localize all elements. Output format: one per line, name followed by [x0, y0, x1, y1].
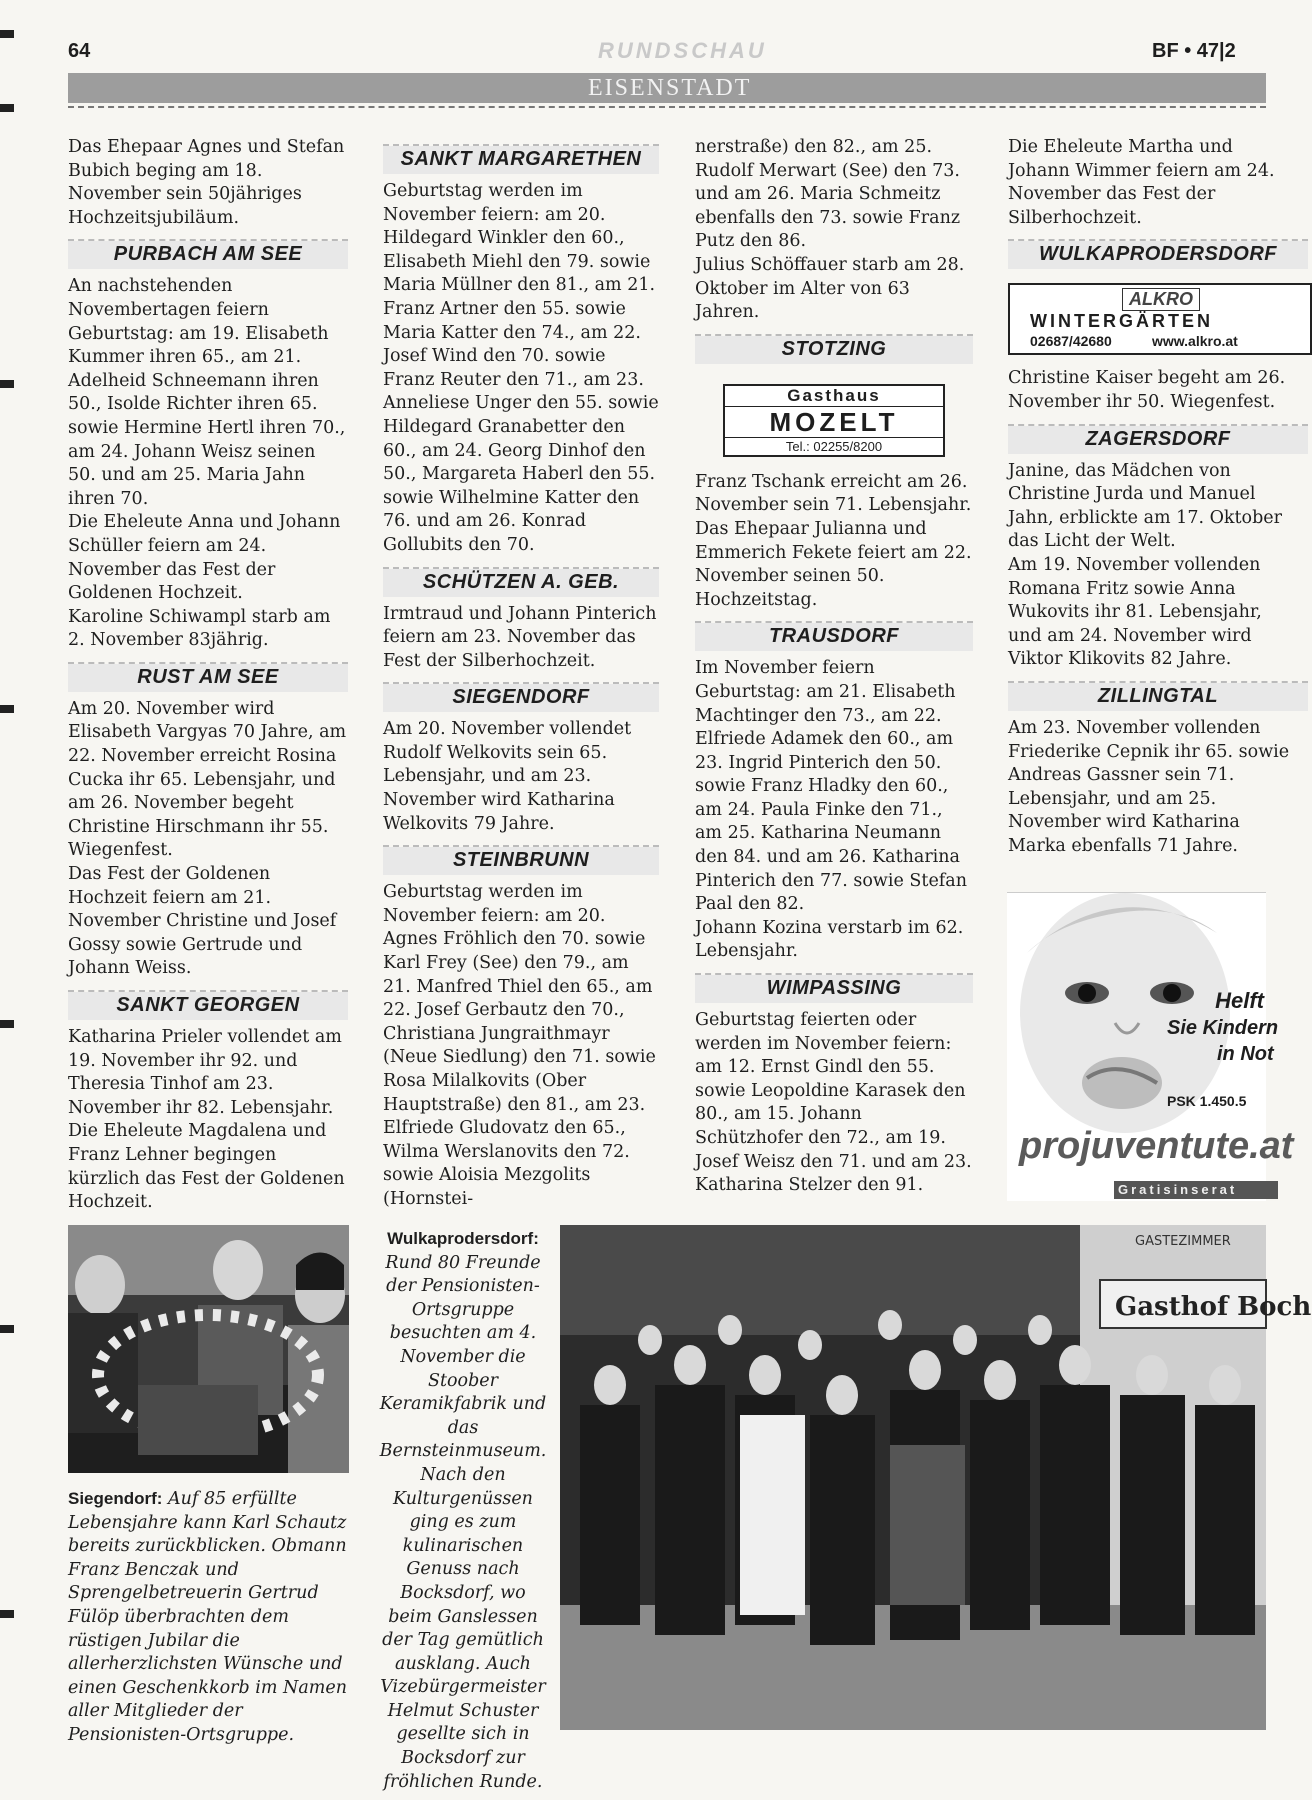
section-heading: WIMPASSING: [695, 973, 973, 1003]
siegendorf-photo: [68, 1225, 349, 1473]
article-text: Im November feiern Geburtstag: am 21. Elisabeth Machtinger den 73., am 22. Elfriede Adamek den 60., am 23. Ingrid Pinterich den 50. sowie Franz Hladky den 60., am 24. Paula Finke den 71., am 25. Katharina Neumann den 84. und am 26. Katharina Pinterich den 77. sowie Stefan Paal den 82.: [695, 658, 967, 915]
region-banner: [68, 73, 1266, 103]
article-text: Am 19. November vollenden Romana Fritz sowie Anna Wukovits ihr 81. Lebensjahr, und am 24. November wird Viktor Klikovits 82 Jahre.: [1008, 554, 1262, 670]
ad-slogan: in Not: [1217, 1043, 1274, 1065]
article-text: Die Eheleute Martha und Johann Wimmer feiern am 24. November das Fest der Silberhochzeit.: [1008, 137, 1275, 228]
column-4: [1008, 136, 1290, 881]
section-heading: STOTZING: [695, 334, 973, 364]
article-text: Christine Kaiser begeht am 26. November ihr 50. Wiegenfest.: [1008, 368, 1286, 412]
article-text: Am 20. November vollendet Rudolf Welkovits sein 65. Lebensjahr, und am 23. November wird Katharina Welkovits 79 Jahre.: [383, 719, 632, 834]
alkro-logo: ALKRO: [1122, 288, 1200, 311]
region-title: EISENSTADT: [588, 75, 752, 101]
article-text: Irmtraud und Johann Pinterich feiern am 23. November das Fest der Silberhochzeit.: [383, 603, 657, 671]
edge-mark: [0, 705, 14, 713]
issue-label: BF • 47|2: [1152, 40, 1236, 62]
edge-mark: [0, 104, 14, 112]
column-1: [68, 136, 348, 1215]
article-text: Julius Schöffauer starb am 28. Oktober im Alter von 63 Jahren.: [695, 254, 965, 323]
edge-mark: [0, 1020, 14, 1028]
article-text: Geburtstag werden im November feiern: am 20. Hildegard Winkler den 60., Elisabeth Miehl den 79. sowie Maria Müllner den 81., am 21. Franz Artner den 55. sowie Maria Katter den 74., am 22. Josef Wind den 70. sowie Franz Reuter den 71., am 23. Anneliese Unger den 55. sowie Hildegard Granabetter den 60., am 24. Georg Dinhof den 50., Margareta Haberl den 55. sowie Wilhelmine Katter den 76. und am 26. Konrad Gollubits den 70.: [383, 181, 659, 555]
edge-mark: [0, 380, 14, 388]
column-3: [695, 136, 973, 1198]
ad-phone: Tel.: 02255/8200: [785, 438, 883, 454]
ad-name: MOZELT: [725, 406, 943, 438]
section-heading: RUST AM SEE: [68, 662, 348, 692]
caption-place: Siegendorf:: [68, 1489, 163, 1508]
article-text: Das Ehepaar Agnes und Stefan Bubich beging am 18. November sein 50jähriges Hochzeitsjubiläum.: [68, 137, 345, 228]
section-heading: SCHÜTZEN A. GEB.: [383, 567, 659, 597]
wulkaprodersdorf-caption: [378, 1228, 548, 1794]
section-heading: SANKT MARGARETHEN: [383, 144, 659, 174]
projuventute-ad: [1007, 892, 1294, 1201]
article-text: Katharina Prieler vollendet am 19. November ihr 92. und Theresia Tinhof am 23. November ihr 82. Lebensjahr.: [68, 1027, 342, 1118]
article-text: Geburtstag werden im November feiern: am 20. Agnes Fröhlich den 70. sowie Karl Frey (See) den 79., am 21. Manfred Thiel den 65., am 22. Josef Gerbautz den 70., Christiana Jungraithmayr (Neue Siedlung) den 71. sowie Rosa Milalkovits (Ober Hauptstraße) den 81., am 23. Elfriede Gludovatz den 65., Wilma Werslanovits den 72. sowie Aloisia Mezgolits (Hornstei-: [383, 882, 656, 1209]
ad-url: www.alkro.at: [1152, 333, 1238, 350]
article-text: Das Ehepaar Julianna und Emmerich Fekete feiert am 22. November seinen 50. Hochzeitstag.: [695, 518, 972, 610]
projuventute-logo: projuventute.at: [1019, 1125, 1294, 1167]
ad-slogan: Helft: [1215, 988, 1264, 1013]
caption-text: Auf 85 erfüllte Lebensjahre kann Karl Schautz bereits zurückblicken. Obmann Franz Benczak und Sprengelbetreuerin Gertrud Fülöp überbrachten dem rüstigen Jubilar die allerherzlichsten Wünsche und einen Geschenkkorb im Namen aller Mitglieder der Pensionisten-Ortsgruppe.: [68, 1489, 348, 1745]
alkro-wintergaerten-ad: [1008, 283, 1312, 355]
ad-line: WINTERGÄRTEN: [1030, 311, 1213, 332]
siegendorf-caption: [68, 1488, 349, 1748]
article-text: Geburtstag feierten oder werden im November feiern: am 12. Ernst Gindl den 55. sowie Leopoldine Karasek den 80., am 15. Johann Schützhofer den 72., am 19. Josef Weisz den 71. und am 23. Katharina Stelzer den 91.: [695, 1010, 972, 1196]
caption-place: Wulkaprodersdorf:: [387, 1229, 539, 1248]
ad-line: Gasthaus: [787, 385, 881, 405]
article-text: Die Eheleute Anna und Johann Schüller feiern am 24. November das Fest der Goldenen Hochzeit.: [68, 512, 341, 604]
ad-strip: Gratisinserat: [1114, 1181, 1278, 1199]
article-text: Die Eheleute Magdalena und Franz Lehner begingen kürzlich das Fest der Goldenen Hochzeit.: [68, 1121, 345, 1213]
article-text: nerstraße) den 82., am 25. Rudolf Merwart (See) den 73. und am 26. Maria Schmeitz ebenfalls den 73. sowie Franz Putz den 86.: [695, 137, 961, 252]
column-2: [383, 136, 659, 1212]
section-heading: SIEGENDORF: [383, 682, 659, 712]
sign-gastezimmer: GASTEZIMMER: [1135, 1234, 1231, 1249]
caption-text: Rund 80 Freunde der Pensionisten-Ortsgruppe besuchten am 4. November die Stoober Keramikfabrik und das Bernsteinmuseum. Nach den Kulturgenüssen ging es zum kulinarischen Genuss nach Bocksdorf, wo beim Ganslessen der Tag gemütlich ausklang. Auch Vizebürgermeister Helmut Schuster gesellte sich in Bocksdorf zur fröhlichen Runde.: [379, 1252, 547, 1792]
sign-gasthof: Gasthof Boch: [1115, 1292, 1312, 1322]
group-photo: [560, 1225, 1312, 1730]
edge-mark: [0, 30, 14, 38]
article-text: Janine, das Mädchen von Christine Jurda und Manuel Jahn, erblickte am 17. Oktober das Licht der Welt.: [1008, 460, 1283, 552]
running-head: RUNDSCHAU: [598, 38, 767, 63]
article-text: Johann Kozina verstarb im 62. Lebensjahr.: [695, 917, 964, 962]
ad-account: PSK 1.450.5: [1167, 1093, 1247, 1109]
article-text: Am 20. November wird Elisabeth Vargyas 70 Jahre, am 22. November erreicht Rosina Cucka ihr 65. Lebensjahr, und am 26. November begeht Christine Hirschmann ihr 55. Wiegenfest.: [68, 698, 347, 861]
edge-mark: [0, 1325, 14, 1333]
edge-mark: [0, 1610, 14, 1618]
article-text: Das Fest der Goldenen Hochzeit feiern am 21. November Christine und Josef Gossy sowie Gertrude und Johann Weiss.: [68, 864, 337, 979]
section-heading: STEINBRUNN: [383, 845, 659, 875]
article-text: An nachstehenden Novembertagen feiern Geburtstag: am 19. Elisabeth Kummer ihren 65., am 21. Adelheid Schneemann ihren 50., Isolde Richter ihren 65. sowie Hermine Hertl ihren 70., am 24. Johann Weisz seinen 50. und am 25. Maria Jahn ihren 70.: [68, 276, 346, 509]
page-number: 64: [68, 40, 91, 62]
article-text: Karoline Schiwampl starb am 2. November 83jährig.: [68, 606, 331, 651]
gasthaus-mozelt-ad: [723, 384, 945, 457]
section-heading: TRAUSDORF: [695, 621, 973, 651]
section-heading: PURBACH AM SEE: [68, 239, 348, 269]
section-heading: SANKT GEORGEN: [68, 990, 348, 1020]
article-text: Am 23. November vollenden Friederike Cepnik ihr 65. sowie Andreas Gassner sein 71. Lebensjahr, und am 25. November wird Katharina Marka ebenfalls 71 Jahre.: [1008, 717, 1290, 856]
section-heading: WULKAPRODERSDORF: [1008, 239, 1308, 269]
ad-slogan: Sie Kindern: [1167, 1017, 1279, 1039]
section-heading: ZAGERSDORF: [1008, 424, 1308, 454]
header-rule: [68, 106, 1266, 108]
section-heading: ZILLINGTAL: [1008, 681, 1308, 711]
article-text: Franz Tschank erreicht am 26. November sein 71. Lebensjahr.: [695, 471, 972, 516]
ad-phone: 02687/42680: [1030, 333, 1112, 350]
